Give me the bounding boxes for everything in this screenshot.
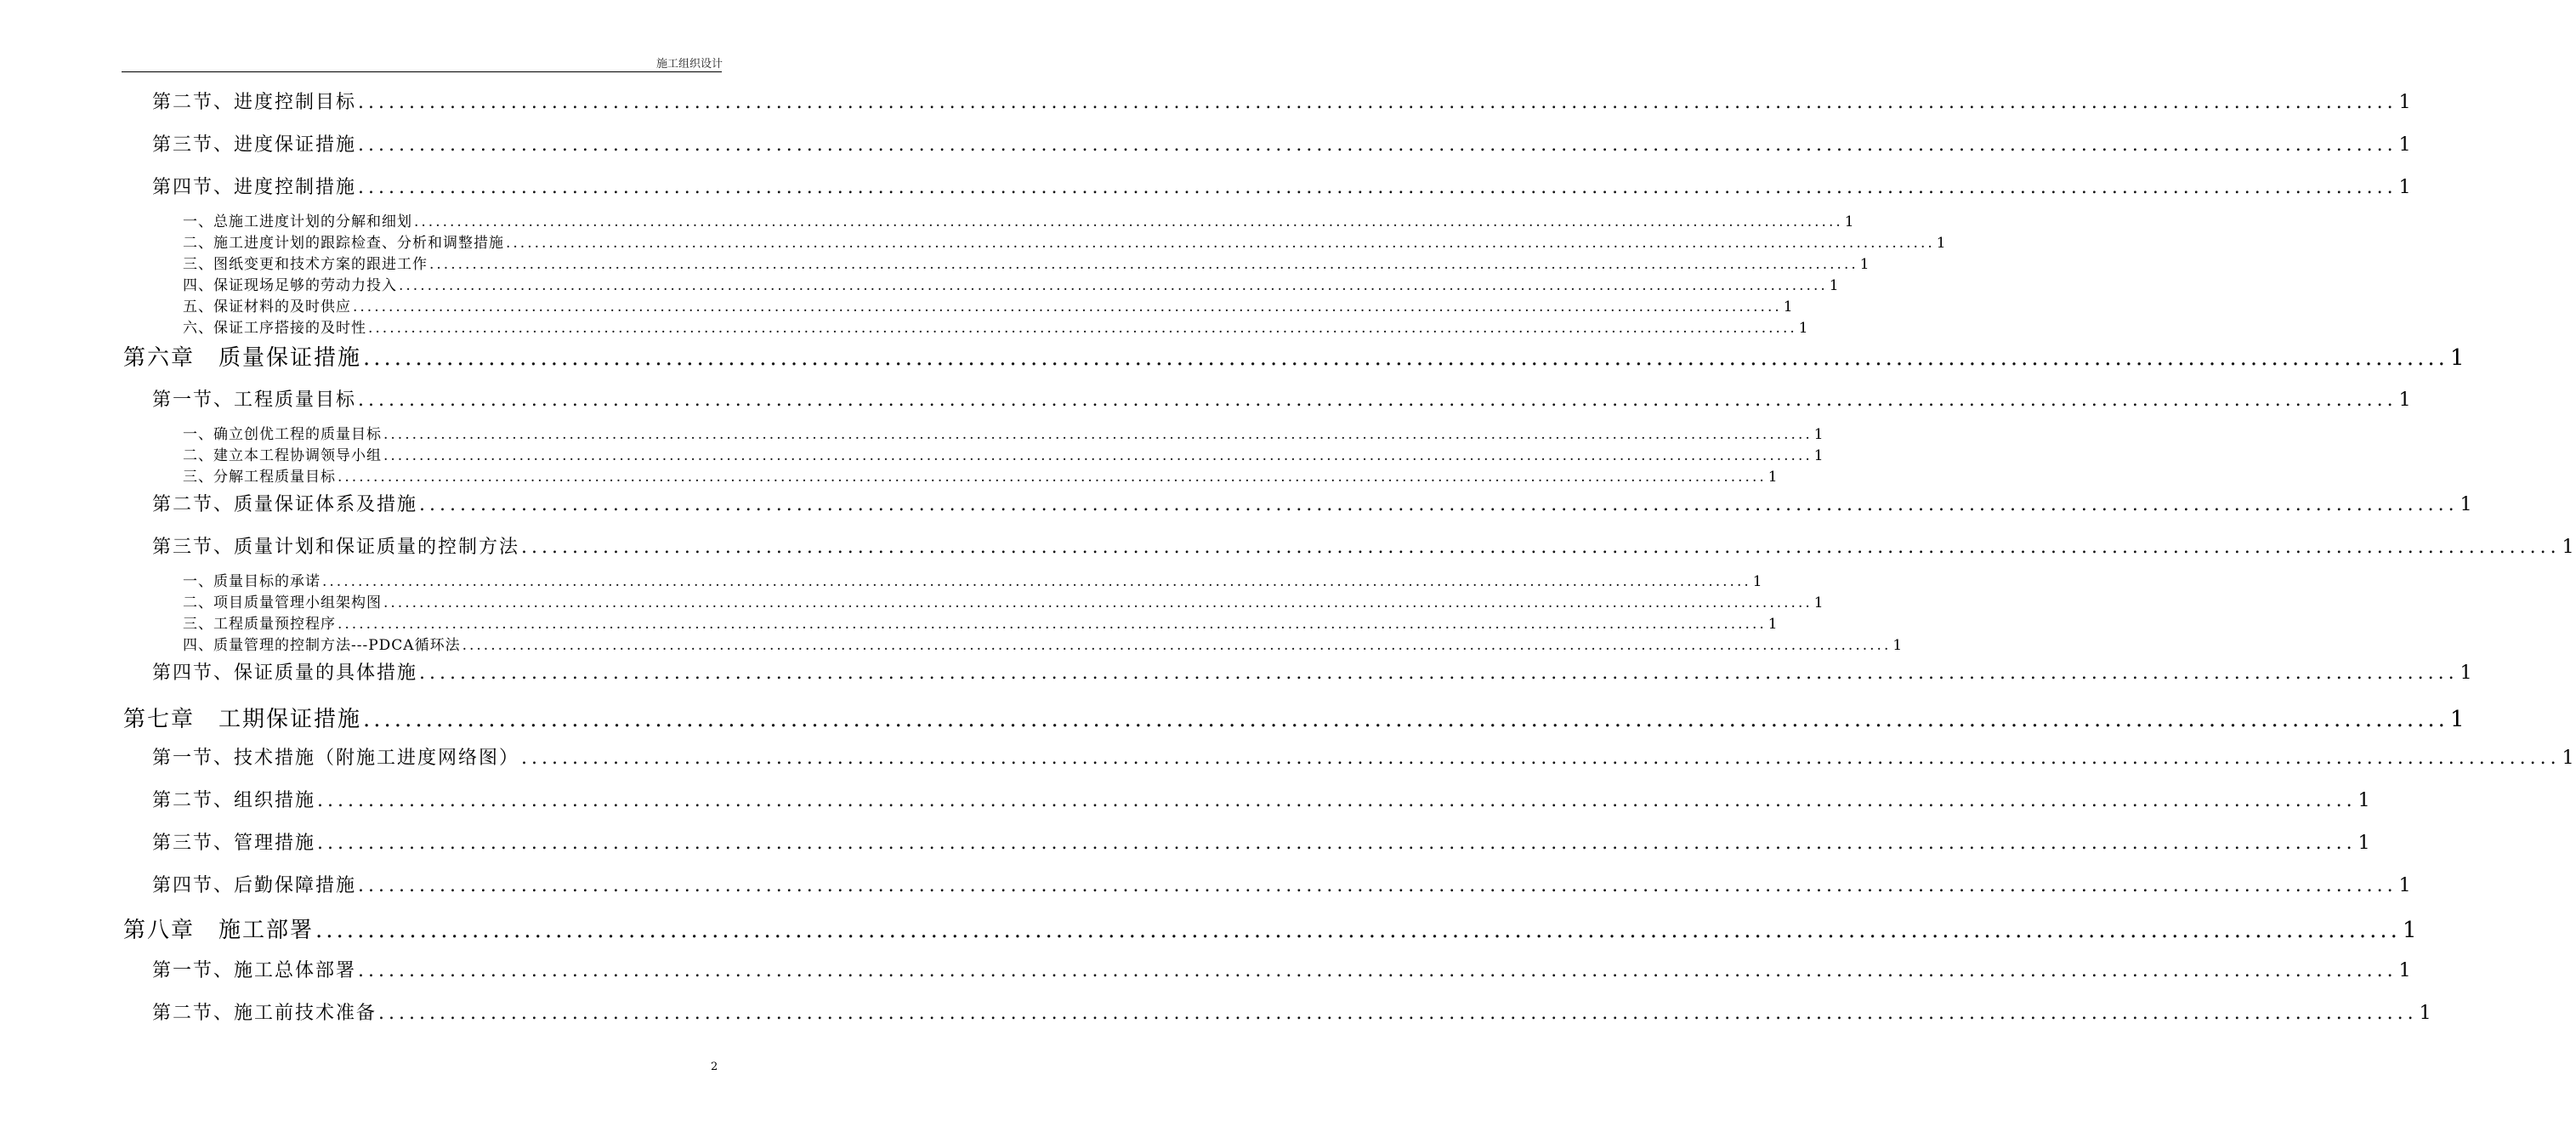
- toc-dot-leader: ........................................................................................................................................................................................................: [317, 790, 2357, 811]
- toc-dot-leader: ........................................................................................................................................................................................................: [358, 875, 2397, 896]
- toc-entry-page: 1: [1829, 277, 1840, 294]
- toc-dot-leader: ........................................................................................................................................................................................................: [338, 616, 1767, 633]
- toc-dot-leader: ........................................................................................................................................................................................................: [521, 748, 2561, 769]
- toc-dot-leader: ........................................................................................................................................................................................................: [317, 833, 2357, 854]
- toc-dot-leader: ........................................................................................................................................................................................................: [358, 134, 2397, 156]
- toc-subsection-entry[interactable]: [183, 294, 1794, 316]
- toc-entry-label: 第一节、施工总体部署: [152, 960, 357, 981]
- toc-entry-label: 四、保证现场足够的劳动力投入: [183, 277, 397, 294]
- toc-section-entry[interactable]: [152, 658, 2474, 685]
- toc-dot-leader: ........................................................................................................................................................................................................: [383, 426, 1813, 443]
- toc-entry-page: 1: [2460, 662, 2474, 684]
- toc-dot-leader: ........................................................................................................................................................................................................: [353, 299, 1782, 316]
- toc-entry-label: 第八章 施工部署: [123, 918, 315, 943]
- toc-entry-label: 第四节、保证质量的具体措施: [152, 662, 418, 684]
- toc-entry-page: 1: [2562, 537, 2576, 558]
- toc-entry-page: 1: [2398, 875, 2413, 896]
- toc-entry-label: 一、质量目标的承诺: [183, 573, 321, 590]
- toc-entry-page: 1: [2449, 707, 2466, 732]
- toc-chapter-entry[interactable]: [123, 702, 2466, 733]
- toc-entry-page: 1: [2449, 345, 2466, 371]
- toc-subsection-entry[interactable]: [183, 273, 1840, 294]
- toc-entry-label: 第三节、进度保证措施: [152, 134, 357, 156]
- toc-entry-label: 二、建立本工程协调领导小组: [183, 447, 382, 464]
- toc-dot-leader: ........................................................................................................................................................................................................: [383, 447, 1813, 464]
- toc-section-entry[interactable]: [152, 743, 2576, 770]
- header-rule: [122, 71, 722, 72]
- toc-entry-page: 1: [1752, 573, 1763, 590]
- toc-entry-page: 1: [2419, 1003, 2433, 1024]
- toc-dot-leader: ........................................................................................................................................................................................................: [358, 390, 2397, 411]
- toc-entry-label: 五、保证材料的及时供应: [183, 299, 351, 316]
- toc-entry-page: 1: [2358, 833, 2372, 854]
- toc-entry-label: 第一节、工程质量目标: [152, 390, 357, 411]
- toc-dot-leader: ........................................................................................................................................................................................................: [506, 235, 1935, 252]
- toc-chapter-entry[interactable]: [123, 340, 2466, 372]
- toc-dot-leader: ........................................................................................................................................................................................................: [378, 1003, 2418, 1024]
- toc-entry-label: 第一节、技术措施（附施工进度网络图）: [152, 748, 520, 769]
- toc-entry-label: 三、工程质量预控程序: [183, 616, 336, 633]
- toc-subsection-entry[interactable]: [183, 209, 1855, 230]
- toc-entry-page: 1: [1813, 447, 1824, 464]
- toc-subsection-entry[interactable]: [183, 422, 1824, 443]
- toc-subsection-entry[interactable]: [183, 230, 1947, 252]
- toc-dot-leader: ........................................................................................................................................................................................................: [462, 637, 1892, 654]
- toc-chapter-entry[interactable]: [123, 913, 2419, 944]
- toc-entry-label: 第二节、质量保证体系及措施: [152, 494, 418, 515]
- toc-entry-label: 三、图纸变更和技术方案的跟进工作: [183, 256, 428, 273]
- toc-subsection-entry[interactable]: [183, 611, 1779, 633]
- toc-subsection-entry[interactable]: [183, 252, 1870, 273]
- toc-entry-page: 1: [1783, 299, 1794, 316]
- toc-section-entry[interactable]: [152, 998, 2433, 1025]
- toc-entry-label: 第四节、进度控制措施: [152, 177, 357, 198]
- toc-entry-page: 1: [2398, 134, 2413, 156]
- running-header: 施工组织设计: [655, 58, 723, 71]
- toc-entry-page: 1: [1936, 235, 1947, 252]
- toc-dot-leader: ........................................................................................................................................................................................................: [429, 256, 1858, 273]
- toc-entry-page: 1: [2398, 92, 2413, 113]
- toc-dot-leader: ........................................................................................................................................................................................................: [363, 707, 2448, 732]
- toc-entry-page: 1: [1844, 213, 1855, 230]
- toc-entry-label: 六、保证工序搭接的及时性: [183, 320, 366, 337]
- toc-dot-leader: ........................................................................................................................................................................................................: [383, 594, 1813, 611]
- toc-section-entry[interactable]: [152, 828, 2372, 855]
- toc-entry-label: 二、项目质量管理小组架构图: [183, 594, 382, 611]
- toc-dot-leader: ........................................................................................................................................................................................................: [358, 92, 2397, 113]
- toc-entry-label: 第七章 工期保证措施: [123, 707, 362, 732]
- toc-entry-label: 一、确立创优工程的质量目标: [183, 426, 382, 443]
- toc-section-entry[interactable]: [152, 130, 2413, 156]
- toc-section-entry[interactable]: [152, 490, 2474, 516]
- toc-dot-leader: ........................................................................................................................................................................................................: [358, 960, 2397, 981]
- toc-subsection-entry[interactable]: [183, 569, 1763, 590]
- toc-entry-page: 1: [2358, 790, 2372, 811]
- toc-dot-leader: ........................................................................................................................................................................................................: [363, 345, 2448, 371]
- toc-entry-page: 1: [2398, 177, 2413, 198]
- toc-subsection-entry[interactable]: [183, 443, 1824, 464]
- toc-entry-label: 第六章 质量保证措施: [123, 345, 362, 371]
- toc-entry-label: 第二节、进度控制目标: [152, 92, 357, 113]
- toc-section-entry[interactable]: [152, 532, 2576, 559]
- toc-dot-leader: ........................................................................................................................................................................................................: [414, 213, 1843, 230]
- toc-section-entry[interactable]: [152, 871, 2413, 897]
- toc-entry-page: 1: [1813, 594, 1824, 611]
- toc-entry-page: 1: [1798, 320, 1809, 337]
- toc-subsection-entry[interactable]: [183, 464, 1779, 486]
- toc-section-entry[interactable]: [152, 786, 2372, 812]
- toc-dot-leader: ........................................................................................................................................................................................................: [358, 177, 2397, 198]
- page-number: 2: [711, 1061, 718, 1073]
- toc-dot-leader: ........................................................................................................................................................................................................: [399, 277, 1828, 294]
- toc-dot-leader: ........................................................................................................................................................................................................: [322, 573, 1751, 590]
- toc-entry-label: 二、施工进度计划的跟踪检查、分析和调整措施: [183, 235, 504, 252]
- toc-entry-label: 第三节、管理措施: [152, 833, 316, 854]
- toc-entry-label: 一、总施工进度计划的分解和细划: [183, 213, 412, 230]
- toc-entry-label: 第三节、质量计划和保证质量的控制方法: [152, 537, 520, 558]
- toc-section-entry[interactable]: [152, 173, 2413, 199]
- toc-entry-label: 第四节、后勤保障措施: [152, 875, 357, 896]
- toc-entry-page: 1: [2562, 748, 2576, 769]
- toc-dot-leader: ........................................................................................................................................................................................................: [419, 494, 2459, 515]
- toc-subsection-entry[interactable]: [183, 316, 1809, 337]
- toc-section-entry[interactable]: [152, 88, 2413, 114]
- toc-entry-page: 1: [2460, 494, 2474, 515]
- toc-dot-leader: ........................................................................................................................................................................................................: [419, 662, 2459, 684]
- toc-entry-label: 第二节、施工前技术准备: [152, 1003, 377, 1024]
- toc-section-entry[interactable]: [152, 956, 2413, 982]
- toc-entry-page: 1: [2398, 960, 2413, 981]
- toc-entry-page: 1: [1892, 637, 1904, 654]
- toc-dot-leader: ........................................................................................................................................................................................................: [338, 469, 1767, 486]
- toc-entry-label: 三、分解工程质量目标: [183, 469, 336, 486]
- toc-dot-leader: ........................................................................................................................................................................................................: [521, 537, 2561, 558]
- toc-entry-page: 1: [2402, 918, 2419, 943]
- toc-dot-leader: ........................................................................................................................................................................................................: [315, 918, 2401, 943]
- toc-entry-page: 1: [1859, 256, 1870, 273]
- toc-dot-leader: ........................................................................................................................................................................................................: [368, 320, 1797, 337]
- toc-entry-page: 1: [1813, 426, 1824, 443]
- toc-entry-page: 1: [2398, 390, 2413, 411]
- toc-entry-page: 1: [1767, 616, 1779, 633]
- toc-entry-label: 四、质量管理的控制方法---PDCA循环法: [183, 637, 461, 654]
- toc-section-entry[interactable]: [152, 385, 2413, 412]
- toc-subsection-entry[interactable]: [183, 633, 1904, 654]
- toc-entry-label: 第二节、组织措施: [152, 790, 316, 811]
- toc-entry-page: 1: [1767, 469, 1779, 486]
- toc-subsection-entry[interactable]: [183, 590, 1824, 611]
